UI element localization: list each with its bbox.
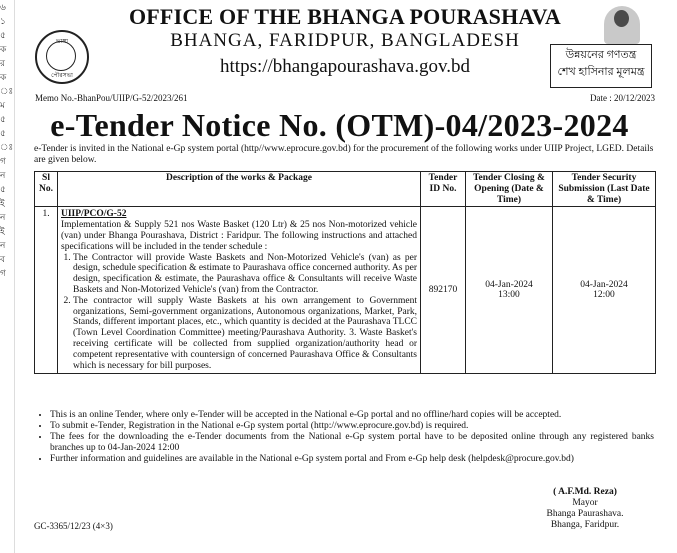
header-closing: Tender Closing & Opening (Date & Time) [466, 172, 553, 207]
intro-paragraph: e-Tender is invited in the National e-Gp system portal (http//www.eprocure.gov.bd) for the procurement of the following works under UIIP Project, LGED. Details are given below. [34, 144, 654, 165]
edge-fragment: ই [0, 226, 5, 236]
notes-section [34, 410, 654, 465]
note-item: • Further information and guidelines are available in the National e-Gp system portal and From e-Gp help desk (helpdesk@procure.gov.bd) [50, 454, 654, 465]
notes-list [34, 410, 654, 465]
row-security [553, 207, 656, 374]
edge-fragment: ন [0, 170, 6, 180]
header-security: Tender Security Submission (Last Date & Time) [553, 172, 656, 207]
edge-fragment: ৬ [0, 2, 6, 12]
portrait-image [604, 6, 640, 44]
closing-date: 04-Jan-2024 [485, 279, 533, 290]
package-code: UIIP/PCO/G-52 [61, 209, 127, 220]
notice-date: Date : 20/12/2023 [590, 93, 655, 103]
office-location: BHANGA, FARIDPUR, BANGLADESH [170, 30, 520, 51]
signatory-org: Bhanga Paurashava. [546, 509, 624, 519]
instruction-list [61, 253, 417, 372]
edge-fragment: ১ [0, 16, 6, 26]
edge-fragment: ঃ [0, 142, 14, 152]
notice-title: e-Tender Notice No. (OTM)-04/2023-2024 [50, 107, 629, 143]
edge-fragment: ৫ [0, 30, 6, 40]
row-closing [466, 207, 553, 374]
row-description [58, 207, 421, 374]
security-time: 12:00 [593, 290, 615, 301]
edge-fragment: ৫ [0, 128, 6, 138]
office-title: OFFICE OF THE BHANGA POURASHAVA [128, 4, 561, 29]
pourashava-logo [35, 30, 89, 84]
edge-fragment: ব [0, 254, 6, 264]
tender-table [34, 171, 656, 374]
office-website: https://bhangapourashava.gov.bd [220, 56, 470, 77]
closing-time: 13:00 [498, 290, 520, 301]
instruction-item: 1. The Contractor will provide Waste Baskets and Non-Motorized Vehicle's (van) as per design, schedule specification & estimate to Paurashava office concerned authority. As per design, specification & estimate, the Paurashava office & Consultants will receive Waste Baskets and Non-Motorized Vehicle's (van) from the Contractor. [73, 253, 417, 296]
edge-fragment: ক [0, 44, 7, 54]
signatory-name: ( A.F.Md. Reza) [553, 487, 617, 497]
table-header-row [35, 172, 656, 207]
logo-top-text: ভাঙ্গা [56, 39, 68, 45]
edge-fragment: ঃ [0, 86, 14, 96]
note-item: • The fees for the downloading the e-Tender documents from the National e-Gp system portal have to be deposited online through any registered banks branches up to 04-Jan-2024 12:00 [50, 432, 654, 454]
package-description: Implementation & Supply 521 nos Waste Basket (120 Ltr) & 25 nos Non-motorized vehicle (van) under Bhanga Pourashava, District : Faridpur. The following instructions and attached specifications will be included in the tender schedule : [61, 220, 417, 252]
header-description: Description of the works & Package [58, 172, 421, 207]
signatory-title: Mayor [572, 498, 598, 508]
slogan-box [550, 44, 652, 88]
security-date: 04-Jan-2024 [580, 279, 628, 290]
edge-fragment: গ [0, 156, 6, 166]
portrait-head-shape [614, 10, 629, 27]
edge-fragment: ৫ [0, 114, 6, 124]
header-sl: Sl No. [35, 172, 58, 207]
header-tender-id: Tender ID No. [421, 172, 466, 207]
edge-fragment: গ [0, 268, 6, 278]
edge-fragment: ম [0, 100, 5, 110]
slogan-line-1: উন্নয়নের গণতন্ত্র [565, 49, 637, 61]
edge-fragment: ক [0, 72, 7, 82]
signature-block [520, 487, 650, 531]
note-item: • To submit e-Tender, Registration in the National e-Gp system portal (http://www.eprocure.gov.bd) is required. [50, 421, 654, 432]
edge-fragment: ন [0, 240, 6, 250]
signatory-place: Bhanga, Faridpur. [550, 520, 620, 530]
table-row [35, 207, 656, 374]
row-tender-id: 892170 [421, 207, 466, 374]
logo-emblem-icon [46, 41, 76, 71]
logo-bottom-text: পৌরসভা [51, 73, 73, 79]
edge-fragment: ই [0, 198, 5, 208]
edge-fragment: র [0, 58, 5, 68]
row-sl: 1. [35, 207, 58, 374]
edge-fragment: ৫ [0, 184, 6, 194]
instruction-item: 2. The contractor will supply Waste Baskets at his own arrangement to Government organizations, Semi-government organizations, Autonomous organizations, Market, Park, Stands, different important places, etc., which quantity is decided at the Paurashava TLCC (Town Level Coordination Committee) meeting/Paurashava Authority. 3. Waste Basket's receiving certificate will be collected from supplied organization/authority head or competent representative with countersign of concerned Paurashava Office & Consultants which is necessary for bill purposes. [73, 296, 417, 372]
gc-code: GC-3365/12/23 (4×3) [34, 521, 113, 531]
slogan-line-2: শেখ হাসিনার মূলমন্ত্র [557, 66, 645, 78]
note-item: • This is an online Tender, where only e-Tender will be accepted in the National e-Gp portal and no offline/hard copies will be accepted. [50, 410, 654, 421]
memo-number: Memo No.-BhanPou/UIIP/G-52/2023/261 [35, 93, 188, 103]
adjacent-column-edge [0, 0, 15, 553]
edge-fragment: ন [0, 212, 6, 222]
